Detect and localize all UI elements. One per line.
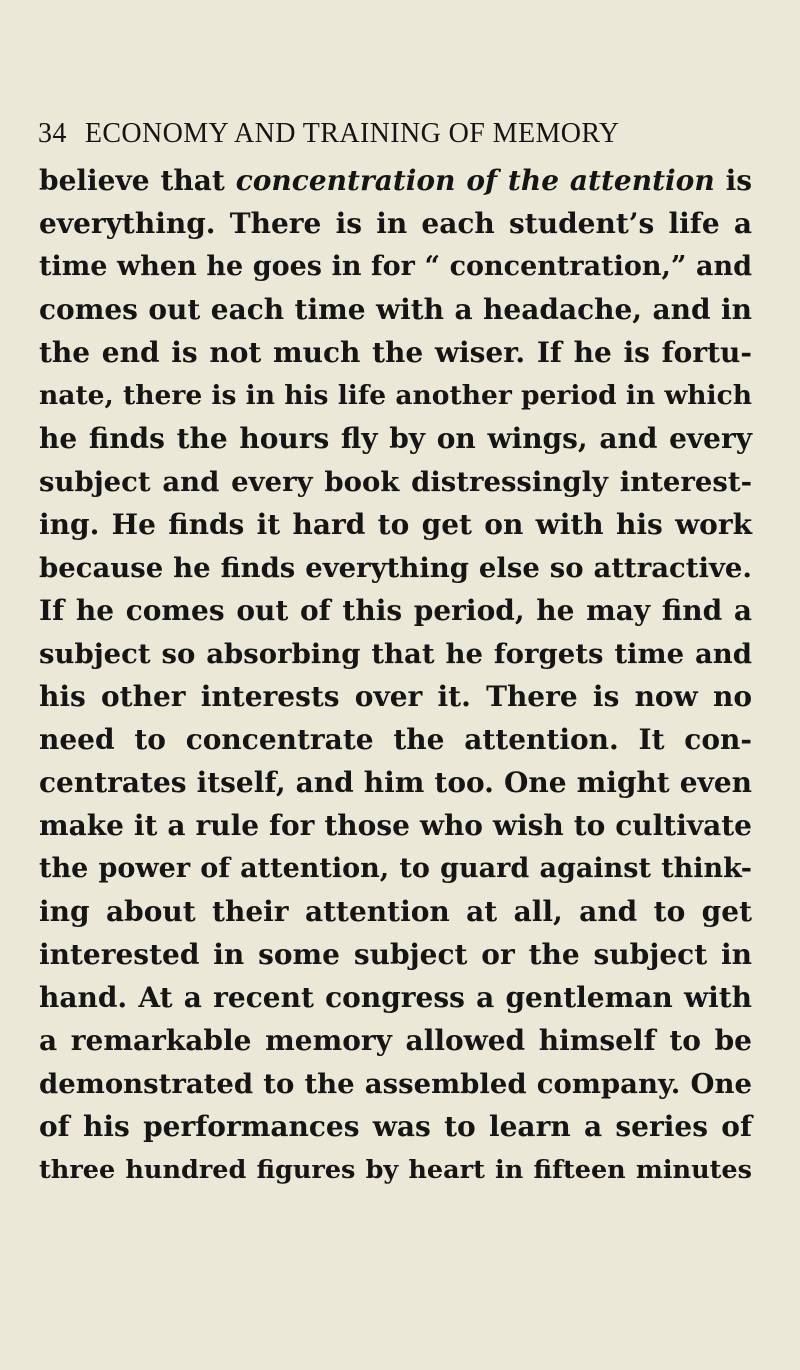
text-line: the power of attention, to guard against think-	[39, 853, 752, 884]
text-line: everything. There is in each student’s life a	[39, 207, 752, 240]
text-line: centrates itself, and him too. One might even	[39, 766, 752, 799]
text-line: his other interests over it. There is now no	[39, 680, 752, 713]
text-line: need to concentrate the attention. It con-	[39, 723, 752, 756]
text-line: If he comes out of this period, he may find a	[39, 594, 752, 627]
text-line: subject and every book distressingly interest-	[39, 466, 752, 498]
running-title: ECONOMY AND TRAINING OF MEMORY	[84, 118, 620, 149]
page-number: 34	[38, 118, 67, 149]
text-line: nate, there is in his life another period in which	[39, 380, 752, 411]
text-line: believe that concentration of the attention is	[39, 164, 752, 197]
text-line: interested in some subject or the subject in	[39, 938, 752, 971]
text-line: make it a rule for those who wish to cultivate	[39, 809, 752, 842]
text-line: he finds the hours fly by on wings, and every	[39, 422, 752, 455]
text-line: demonstrated to the assembled company. One	[39, 1068, 752, 1100]
text-line: the end is not much the wiser. If he is fortu-	[39, 336, 752, 369]
text-line: because he finds everything else so attractive.	[39, 552, 752, 584]
text-line: subject so absorbing that he forgets time and	[39, 638, 752, 670]
text-line: ing about their attention at all, and to get	[39, 895, 752, 928]
text-line: ing. He finds it hard to get on with his work	[39, 508, 752, 541]
text-line: three hundred figures by heart in fifteen minutes	[39, 1155, 752, 1185]
text-line: comes out each time with a headache, and in	[39, 293, 752, 326]
text-line: time when he goes in for “ concentration,” and	[39, 251, 752, 282]
text-line: hand. At a recent congress a gentleman with	[39, 981, 752, 1014]
text-line: a remarkable memory allowed himself to be	[39, 1024, 752, 1057]
text-line: of his performances was to learn a series of	[39, 1110, 752, 1143]
